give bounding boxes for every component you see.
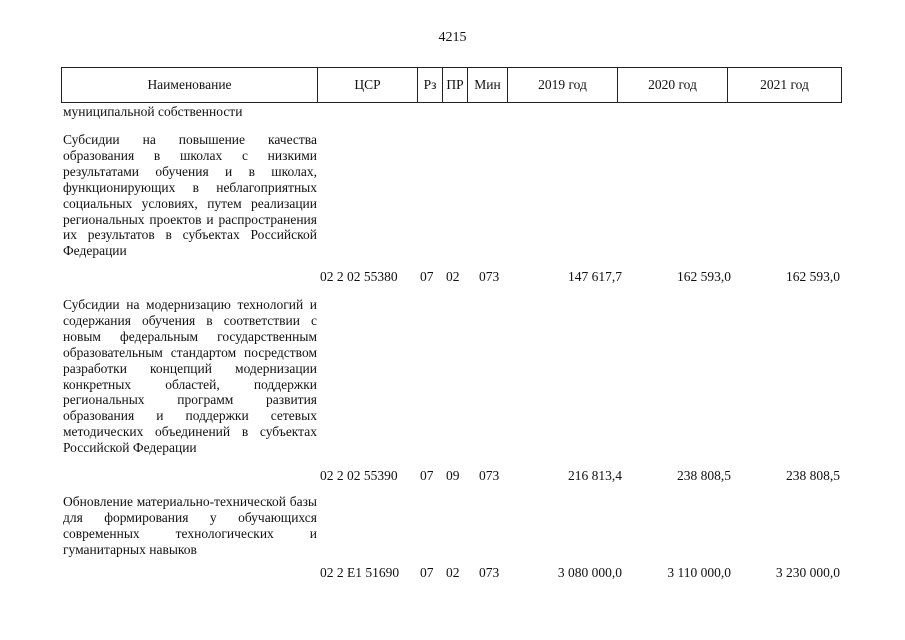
row-2019: 3 080 000,0 xyxy=(557,565,622,580)
row-rz: 07 xyxy=(420,565,434,580)
row-pr: 02 xyxy=(446,269,460,284)
row-2020: 3 110 000,0 xyxy=(667,565,731,580)
row-name: Субсидии на повышение качества образования в школах с низкими результатами обучения и в школах, функционирующих в неблагоприятных социальных условиях, путем реализации региональных проектов и распространения их результатов в субъектах Российской Федерации xyxy=(63,132,317,259)
header-2021: 2021 год xyxy=(728,68,842,103)
row-csr: 02 2 02 55390 xyxy=(320,468,398,483)
table-header xyxy=(61,67,842,103)
row-2021: 238 808,5 xyxy=(786,468,840,483)
row-2021: 3 230 000,0 xyxy=(775,565,840,580)
row-rz: 07 xyxy=(420,468,434,483)
row-2020: 162 593,0 xyxy=(677,269,731,284)
row-min: 073 xyxy=(479,468,500,483)
row-2021: 162 593,0 xyxy=(786,269,840,284)
header-rz: Рз xyxy=(418,68,443,103)
header-min: Мин xyxy=(468,68,508,103)
header-name: Наименование xyxy=(62,68,318,103)
header-pr: ПР xyxy=(443,68,468,103)
header-csr: ЦСР xyxy=(318,68,418,103)
header-2019: 2019 год xyxy=(508,68,618,103)
continuation-text: муниципальной собственности xyxy=(63,104,243,119)
row-pr: 09 xyxy=(446,468,460,483)
row-min: 073 xyxy=(479,565,500,580)
row-name: Субсидии на модернизацию технологий и содержания обучения в соответствии с новым федеральным государственным образовательным стандартом посредством разработки концепций модернизации конкретных областей, поддержки региональных программ развития образования и поддержки сетевых методических объединений в субъектах Российской Федерации xyxy=(63,297,317,456)
row-pr: 02 xyxy=(446,565,460,580)
row-2019: 216 813,4 xyxy=(568,468,622,483)
row-csr: 02 2 E1 51690 xyxy=(320,565,400,580)
page-number: 4215 xyxy=(438,30,467,45)
row-2020: 238 808,5 xyxy=(677,468,731,483)
row-2019: 147 617,7 xyxy=(568,269,622,284)
row-min: 073 xyxy=(479,269,500,284)
row-csr: 02 2 02 55380 xyxy=(320,269,398,284)
row-rz: 07 xyxy=(420,269,434,284)
row-name: Обновление материально-технической базы для формирования у обучающихся современных технологических и гуманитарных навыков xyxy=(63,494,317,557)
header-2020: 2020 год xyxy=(618,68,728,103)
